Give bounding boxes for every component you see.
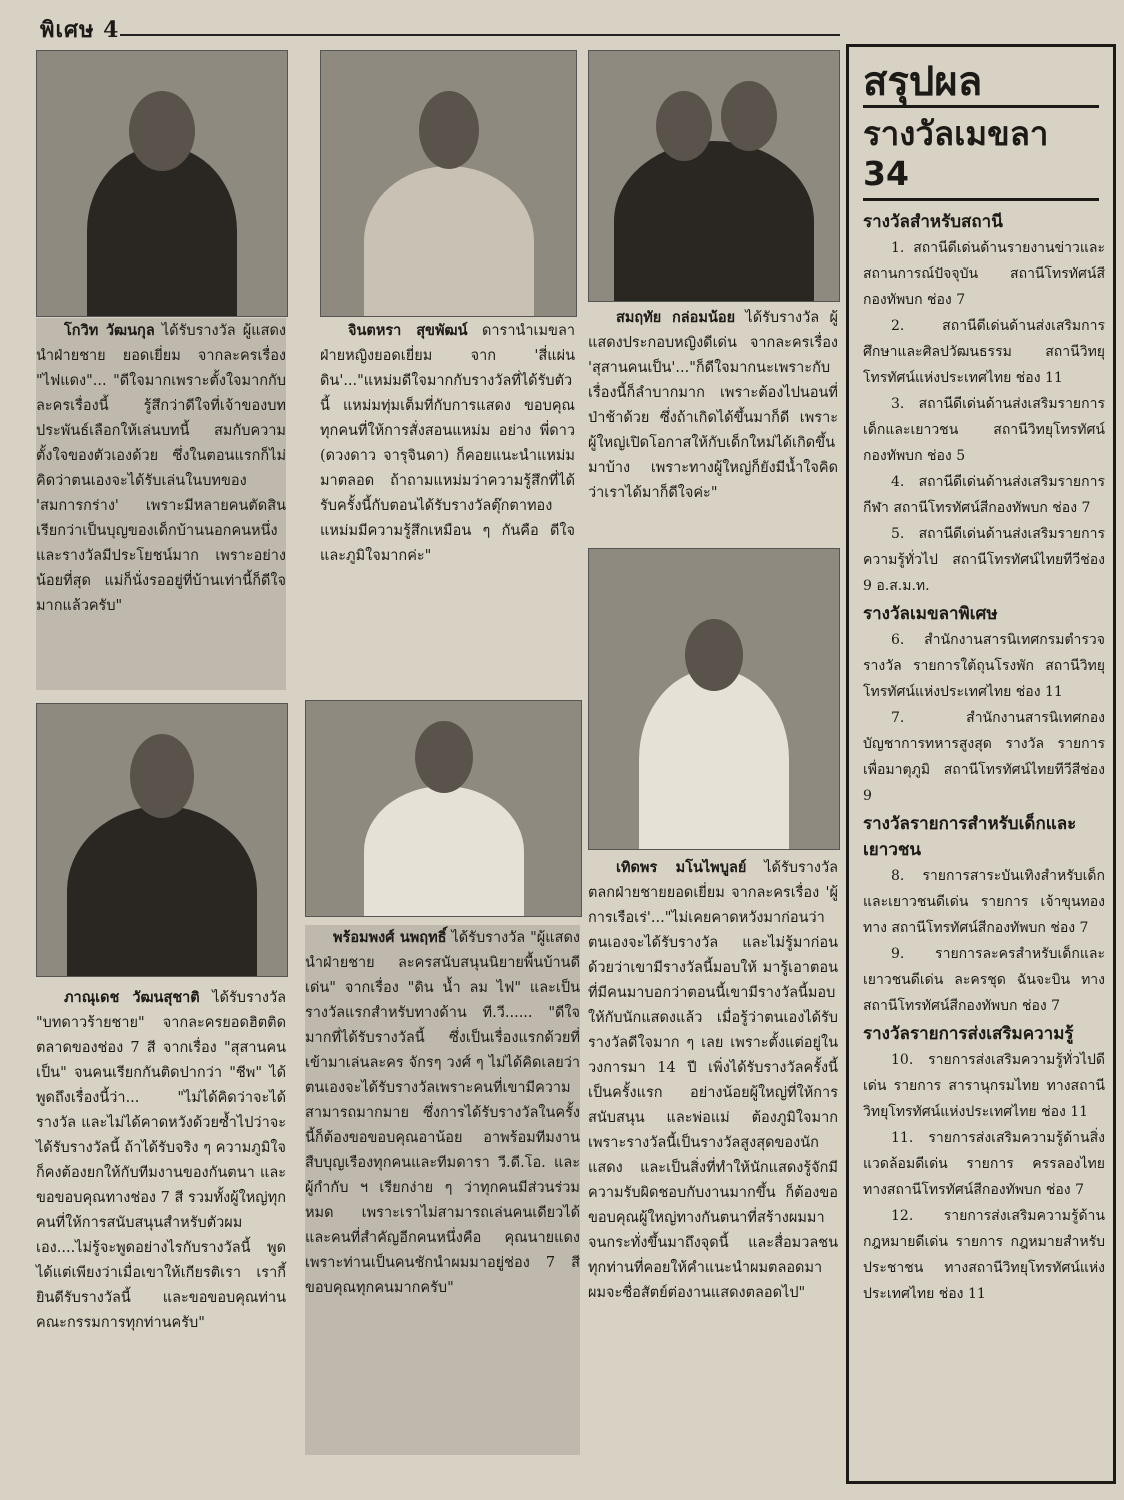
summary-award-item: 8. รายการสาระบันเทิงสำหรับเด็กและเยาวชนดีเด่น รายการ เจ้าขุนทอง ทาง สถานีโทรทัศน์สีกองทัพบก ช่อง 7	[863, 868, 1105, 936]
article-name: เทิดพร มโนไพบูลย์	[616, 859, 747, 876]
figure-head	[130, 734, 194, 818]
article-text: ดารานำเมขลาฝ่ายหญิงยอดเยี่ยม จาก 'สี่แผ่นดิน'..."แหม่มดีใจมากกับรางวัลที่ได้รับตัวนี้ แหม่มทุ่มเต็มที่กับการแสดง ขอบคุณทุกคนที่ให้การสั่งสอนแหม่ม อย่าง พี่ดาว (ดวงดาว จารุจินดา) ก็คอยแนะนำแหม่มมาตลอด ถ้าถามแหม่มว่าความรู้สึกที่ได้รับครั้งนี้กับตอนได้รับรางวัลตุ๊กตาทอง แหม่มมีความรู้สึกเหมือน ๆ กันคือ ดีใจ และภูมิใจมากค่ะ"	[320, 323, 575, 564]
figure-silhouette	[639, 669, 789, 849]
figure-silhouette	[364, 786, 524, 916]
summary-award-item: 11. รายการส่งเสริมความรู้ด้านสิ่งแวดล้อมดีเด่น รายการ ครรลองไทย ทางสถานีโทรทัศน์สีกองทัพบก ช่อง 7	[863, 1130, 1105, 1198]
summary-award-item: 10. รายการส่งเสริมความรู้ทั่วไปดีเด่น รายการ สารานุกรมไทย ทางสถานีวิทยุโทรทัศน์แห่งประเทศไทย ช่อง 11	[863, 1052, 1105, 1120]
summary-section-heading: รางวัลเมขลาพิเศษ	[863, 604, 998, 624]
figure-head	[721, 81, 777, 151]
summary-list	[849, 209, 1113, 1307]
summary-section-heading: รางวัลสำหรับสถานี	[863, 212, 1003, 232]
article-name: โกวิท วัฒนกุล	[64, 322, 155, 339]
article-somruthai	[588, 305, 838, 525]
figure-silhouette	[67, 806, 257, 976]
figure-head	[129, 91, 195, 171]
article-name: จินตหรา สุขพัฒน์	[348, 322, 468, 339]
summary-award-item: 3. สถานีดีเด่นด้านส่งเสริมรายการเด็กและเยาวชน สถานีวิทยุโทรทัศน์กองทัพบก ช่อง 5	[863, 396, 1105, 464]
summary-award-item: 9. รายการละครสำหรับเด็กและเยาวชนดีเด่น ละครชุด ฉันจะบิน ทางสถานีโทรทัศน์สีกองทัพบก ช่อง 7	[863, 946, 1105, 1014]
article-name: ภาณุเดช วัฒนสุชาติ	[64, 989, 200, 1006]
article-text: ได้รับรางวัล ผู้แสดงนำฝ่ายชาย ยอดเยี่ยม จากละครเรื่อง "ไฟแดง"... "ดีใจมากเพราะตั้งใจมากกับละครเรื่องนี้ รู้สึกว่าดีใจที่เจ้าของบทประพันธ์เลือกให้เล่นบทนี้ สมกับความตั้งใจของตัวเองด้วย ซึ่งในตอนแรกก็ไม่คิดว่าตนเองจะได้รับเล่นในบทของ 'สมการกร่าง' เพราะมีหลายคนตัดสิน เรียกว่าเป็นบุญของเด็กบ้านนอกคนหนึ่ง และรางวัลมีประโยชน์มาก เพราะอย่างน้อยที่สุด แม่ก็นั่งรออยู่ที่บ้านเท่านี้ก็ดีใจมากแล้วครับ"	[36, 323, 286, 614]
photo-somruthai	[588, 50, 840, 302]
figure-silhouette	[87, 146, 237, 316]
summary-title-rule	[863, 105, 1099, 108]
article-text: ได้รับรางวัล "ผู้แสดงนำฝ่ายชาย ละครสนับสนุนนิยายพื้นบ้านดีเด่น" จากเรื่อง "ดิน น้ำ ลม ไฟ" และเป็นรางวัลแรกสำหรับทางด้าน ที.วี...... "ดีใจมากที่ได้รับรางวัลนี้ ซึ่งเป็นเรื่องแรกด้วยที่เข้ามาเล่นละคร จักรๆ วงศ์ ๆ ไม่ได้คิดเลยว่าตนเองจะได้รับรางวัลเพราะคนที่เขามีความสามารถมากมาย ซึ่งการได้รับรางวัลในครั้งนี้ก็ต้องขอขอบคุณอาน้อย อาพร้อมทีมงานสืบบุญเรืองทุกคนและทีมดารา วี.ดี.โอ. และผู้กำกับ ฯ เรียกง่าย ๆ ว่าทุกคนมีส่วนร่วมหมด เพราะเราไม่สามารถเล่นคนเดียวได้ และคนที่สำคัญอีกคนหนึ่งคือ คุณนายแดง เพราะท่านเป็นคนชักนำผมมาอยู่ช่อง 7 สี ขอบคุณทุกคนมากครับ"	[305, 930, 580, 1296]
award-summary-box	[846, 44, 1116, 1484]
summary-section-heading: รางวัลรายการสำหรับเด็กและเยาวชน	[863, 814, 1077, 860]
summary-award-item: 4. สถานีดีเด่นด้านส่งเสริมรายการกีฬา สถานีโทรทัศน์สีกองทัพบก ช่อง 7	[863, 474, 1105, 516]
summary-title: สรุปผล	[863, 59, 983, 105]
figure-head	[415, 721, 473, 793]
summary-award-item: 2. สถานีดีเด่นด้านส่งเสริมการศึกษาและศิลปวัฒนธรรม สถานีวิทยุโทรทัศน์แห่งประเทศไทย ช่อง 11	[863, 318, 1105, 386]
article-terdporn	[588, 855, 838, 1455]
article-prompong	[305, 925, 580, 1455]
photo-terdporn	[588, 548, 840, 850]
article-kowit	[36, 318, 286, 690]
article-text: ได้รับรางวัล ตลกฝ่ายชายยอดเยี่ยม จากละครเรื่อง 'ผู้การเรือเร่'..."ไม่เคยคาดหวังมาก่อนว่าตนเองจะได้รับรางวัล และไม่รู้มาก่อนด้วยว่าเขามีรางวัลนี้มอบให้ มารู้เอาตอนที่มีคนมาบอกว่าตอนนี้เขามีรางวัลนี้มอบให้กับนักแสดงแล้ว เมื่อรู้ว่าตนเองได้รับรางวัลดีใจมาก ๆ เลย เพราะตั้งแต่อยู่ในวงการมา 14 ปี เพิ่งได้รับรางวัลครั้งนี้เป็นครั้งแรก อย่างน้อยผู้ใหญ่ที่ให้การสนับสนุน และพ่อแม่ ต้องภูมิใจมากเพราะรางวัลนี้เป็นรางวัลสูงสุดของนักแสดง และเป็นสิ่งที่ทำให้นักแสดงรู้จักมีความรับผิดชอบกับงานมากขึ้น ก็ต้องขอขอบคุณผู้ใหญ่ทางกันตนาที่สร้างผมมาจนกระทั่งขึ้นมาถึงจุดนี้ และสื่อมวลชนทุกท่านที่คอยให้คำแนะนำผมตลอดมา ผมจะซื่อสัตย์ต่องานแสดงตลอดไป"	[588, 860, 838, 1301]
figure-head	[656, 91, 712, 161]
header-rule	[120, 34, 840, 36]
summary-award-item: 5. สถานีดีเด่นด้านส่งเสริมรายการความรู้ทั่วไป สถานีโทรทัศน์ไทยทีวีช่อง 9 อ.ส.ม.ท.	[863, 526, 1105, 594]
summary-award-item: 7. สำนักงานสารนิเทศกองบัญชาการทหารสูงสุด รางวัล รายการเพื่อมาตุภูมิ สถานีโทรทัศน์ไทยทีวีสีช่อง 9	[863, 710, 1105, 804]
summary-subtitle-rule	[863, 198, 1099, 201]
summary-award-item: 12. รายการส่งเสริมความรู้ด้านกฎหมายดีเด่น รายการ กฎหมายสำหรับประชาชน ทางสถานีวิทยุโทรทัศน์แห่งประเทศไทย ช่อง 11	[863, 1208, 1105, 1302]
photo-prompong	[305, 700, 582, 917]
article-text: ได้รับรางวัล "บทดาวร้ายชาย" จากละครยอดฮิตติดตลาดของช่อง 7 สี จากเรื่อง "สุสานคนเป็น" จนคนเรียกกันติดปากว่า "ชีพ" ได้พูดถึงเรื่องนี้ว่า... "ไม่ได้คิดว่าจะได้รางวัล และไม่ได้คาดหวังด้วยซ้ำไปว่าจะได้รับรางวัลนี้ ถ้าได้รับจริง ๆ ความภูมิใจก็คงต้องยกให้กับทีมงานของกันตนา และขอขอบคุณทางช่อง 7 สี รวมทั้งผู้ใหญ่ทุกคนที่ให้การสนับสนุนสำหรับตัวผมเอง....ไม่รู้จะพูดอย่างไรกับรางวัลนี้ พูดได้แต่เพียงว่าเมื่อเขาให้เกียรติเรา เรากี้ยินดีรับรางวัลนี้ และขอขอบคุณท่านคณะกรรมการทุกท่านครับ"	[36, 990, 286, 1331]
page-section-label: พิเศษ 4	[40, 17, 120, 43]
summary-award-item: 1. สถานีดีเด่นด้านรายงานข่าวและสถานการณ์ปัจจุบัน สถานีโทรทัศน์สีกองทัพบก ช่อง 7	[863, 240, 1105, 308]
article-text: ได้รับรางวัล ผู้แสดงประกอบหญิงดีเด่น จากละครเรื่อง 'สุสานคนเป็น'..."ก็ดีใจมากนะเพราะกับเรื่องนี้ก็ลำบากมาก เพราะต้องไปนอนที่ป่าช้าด้วย ซึ่งถ้าเกิดได้ขึ้นมาก็ดี เพราะผู้ใหญ่เปิดโอกาสให้กับเด็กใหม่ได้เกิดขึ้นมาบ้าง เพราะทางผู้ใหญ่ก็ยังมีน้ำใจคิดว่าเราได้มาก็ดีใจค่ะ"	[588, 310, 838, 501]
figure-silhouette	[614, 141, 814, 301]
article-name: สมฤทัย กล่อมน้อย	[616, 309, 736, 326]
summary-subtitle: รางวัลเมขลา 34	[863, 114, 1049, 193]
article-name: พร้อมพงศ์ นพฤทธิ์	[333, 929, 447, 946]
summary-award-item: 6. สำนักงานสารนิเทศกรมตำรวจ รางวัล รายการใต้ถุนโรงพัก สถานีวิทยุโทรทัศน์แห่งประเทศไทย ช่อง 11	[863, 632, 1105, 700]
article-jintara	[320, 318, 575, 688]
photo-jintara	[320, 50, 577, 317]
photo-kowit	[36, 50, 288, 317]
article-panudet	[36, 985, 286, 1455]
figure-silhouette	[364, 166, 534, 316]
figure-head	[419, 91, 479, 169]
photo-panudet	[36, 703, 288, 977]
figure-head	[685, 619, 743, 691]
summary-section-heading: รางวัลรายการส่งเสริมความรู้	[863, 1024, 1074, 1044]
